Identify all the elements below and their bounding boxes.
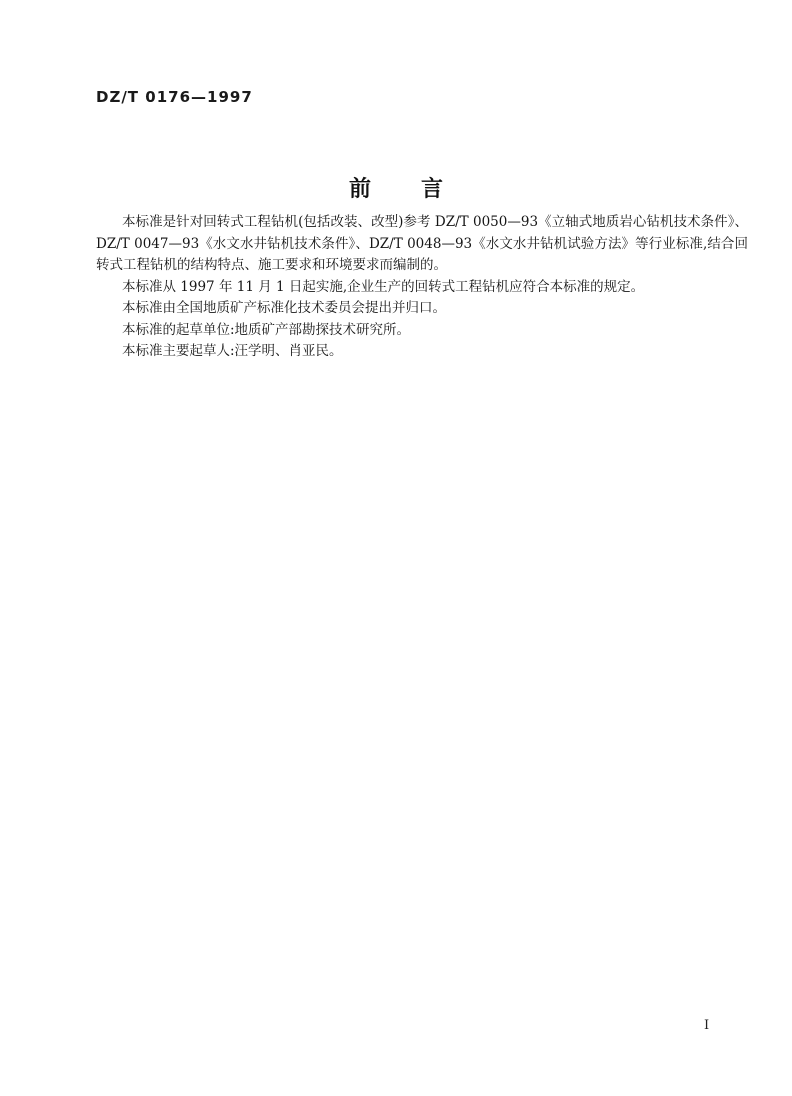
page-title <box>0 172 792 203</box>
foreword-body <box>96 212 748 363</box>
paragraph-scope: 本标准是针对回转式工程钻机(包括改装、改型)参考 DZ/T 0050—93《立轴式地质岩心钻机技术条件》、DZ/T 0047—93《水文水井钻机技术条件》、DZ/T 0048—93《水文水井钻机试验方法》等行业标准,结合回转式工程钻机的结构特点、施工要求和环境要求而编制的。 <box>96 214 748 273</box>
paragraph-proposer: 本标准由全国地质矿产标准化技术委员会提出并归口。 <box>122 300 446 316</box>
title-char-2: 言 <box>421 177 444 202</box>
paragraph-drafting-unit: 本标准的起草单位:地质矿产部勘探技术研究所。 <box>122 321 411 338</box>
page-number: I <box>704 1018 710 1033</box>
standard-code: DZ/T 0176—1997 <box>96 88 253 106</box>
paragraph-effective-date: 本标准从 1997 年 11 月 1 日起实施,企业生产的回转式工程钻机应符合本标准的规定。 <box>122 278 645 295</box>
title-char-1: 前 <box>348 177 371 202</box>
paragraph-drafters: 本标准主要起草人:汪学明、肖亚民。 <box>122 343 343 359</box>
